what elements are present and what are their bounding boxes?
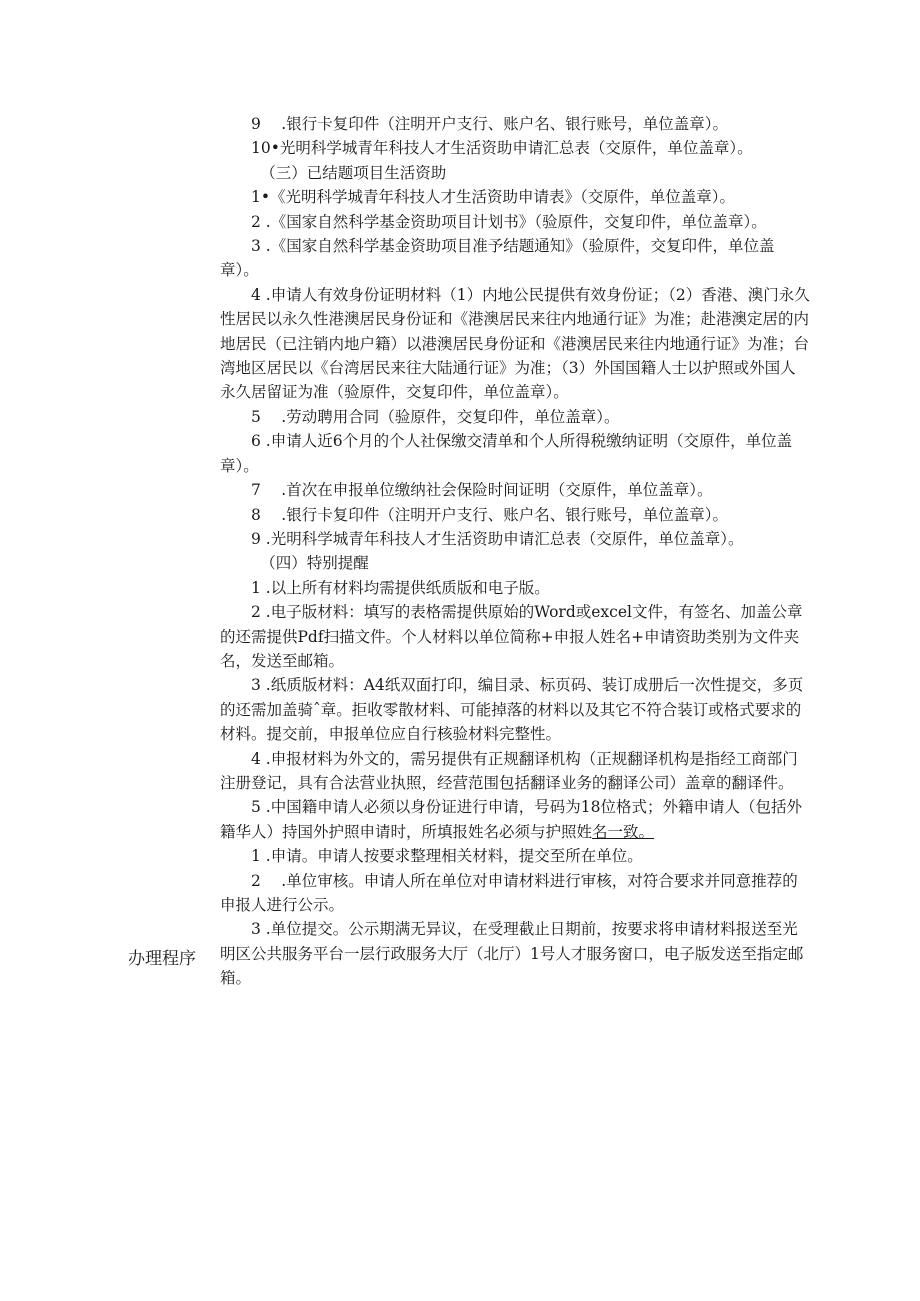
reminder-item-1: 1 .以上所有材料均需提供纸质版和电子版。: [251, 578, 550, 597]
closed-item-3: 3 .《国家自然科学基金资助项目准予结题通知》（验原件，交复印件，单位盖章）。: [220, 237, 775, 280]
closed-item-5: 5 .劳动聘用合同（验原件，交复印件，单位盖章）。: [251, 407, 620, 426]
id-notice-text: 5 .中国籍申请人必须以身份证进行申请，号码为18位格式；外籍申请人（包括外籍华人）持国外护照申请时，所填报姓名必须与护照姓: [220, 798, 802, 841]
id-notice-underlined: 名一致。: [592, 822, 655, 841]
reminder-item-2: 2 .电子版材料：填写的表格需提供原始的Word或excel文件，有签名、加盖公章的还需提供Pdf扫描文件。个人材料以单位简称+申报人姓名+申请资助类别为文件夹名，发送至邮箱。: [220, 603, 803, 670]
closed-item-1: 1•《光明科学城青年科技人才生活资助申请表》（交原件，单位盖章）。: [251, 188, 736, 207]
closed-item-9: 9 .光明科学城青年科技人才生活资助申请汇总表（交原件，单位盖章）。: [251, 529, 744, 548]
reminder-item-3: 3 .纸质版材料：A4纸双面打印，编目录、标页码、装订成册后一次性提交，多页的还需加盖骑ˆ章。拒收零散材料、可能掉落的材料以及其它不符合装订或格式要求的材料。提交前，申报单位应自行核验材料完整性。: [220, 676, 804, 744]
procedure-label: 办理程序: [128, 949, 196, 969]
closed-item-7: 7 .首次在申报单位缴纳社会保险时间证明（交原件，单位盖章）。: [251, 481, 713, 500]
procedure-step-3: 3 .单位提交。公示期满无异议，在受理截止日期前，按要求将申请材料报送至光明区公共服务平台一层行政服务大厅（北厅）1号人才服务窗口，电子版发送至指定邮箱。: [220, 920, 804, 988]
material-item-10: 10•光明科学城青年科技人才生活资助申请汇总表（交原件，单位盖章）。: [251, 139, 753, 158]
closed-item-2: 2 .《国家自然科学基金资助项目计划书》（验原件，交复印件，单位盖章）。: [251, 212, 767, 231]
reminder-item-4: 4 .申报材料为外文的，需另提供有正规翻译机构（正规翻译机构是指经工商部门注册登记，具有合法营业执照，经营范围包括翻译业务的翻译公司）盖章的翻译件。: [220, 749, 798, 792]
document-body: [220, 112, 810, 991]
material-item-9: 9 .银行卡复印件（注明开户支行、账户名、银行账号，单位盖章）。: [251, 115, 728, 133]
reminder-item-5: [220, 795, 810, 844]
section-heading-4: （四）特别提醒: [260, 554, 369, 573]
procedure-step-1: 1 .申请。申请人按要求整理相关材料，提交至所在单位。: [251, 847, 643, 866]
closed-item-8: 8 .银行卡复印件（注明开户支行、账户名、银行账号，单位盖章）。: [251, 505, 728, 524]
procedure-step-2: 2 .单位审核。申请人所在单位对申请材料进行审核，对符合要求并同意推荐的申报人进行公示。: [220, 871, 798, 914]
closed-item-4: 4 .申请人有效身份证明材料（1）内地公民提供有效身份证；（2）香港、澳门永久性居民以永久性港澳居民身份证和《港澳居民来往内地通行证》为准；赴港澳定居的内地居民（已注销内地户籍）以港澳居民身份证和《港澳居民来往内地通行证》为准；台湾地区居民以《台湾居民来往大陆通行证》为准；（3）外国国籍人士以护照或外国人永久居留证为准（验原件，交复印件，单位盖章）。: [220, 285, 810, 402]
section-heading-3: （三）已结题项目生活资助: [260, 163, 447, 182]
closed-item-6: 6 .申请人近6个月的个人社保缴交清单和个人所得税缴纳证明（交原件，单位盖章）。: [220, 432, 793, 475]
